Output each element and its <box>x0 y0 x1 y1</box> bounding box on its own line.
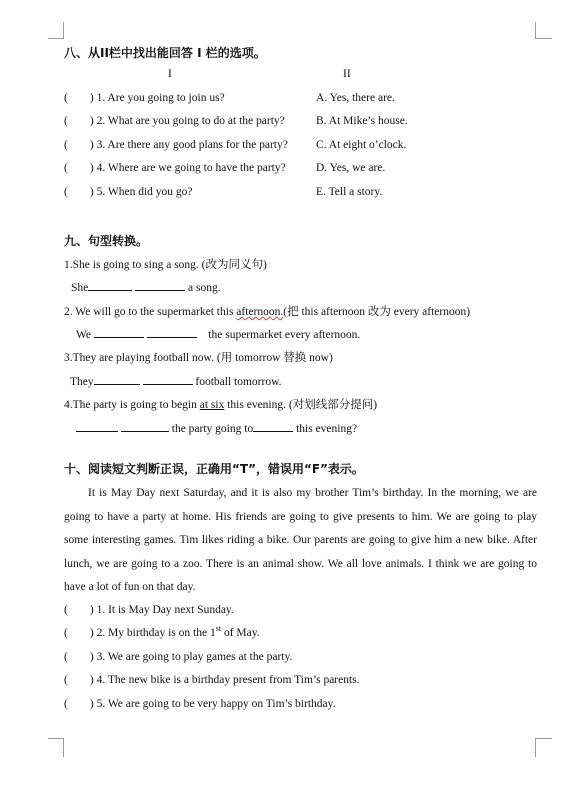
section9-title: 九、句型转换。 <box>64 234 149 248</box>
answer-bracket-open[interactable]: ( <box>64 674 68 686</box>
answer-bracket-close: ) <box>89 92 94 104</box>
crop-mark-bottom-left <box>48 738 64 757</box>
question-instruction: (把 this afternoon 改为 every afternoon) <box>283 306 471 318</box>
blank-field[interactable] <box>94 326 144 338</box>
blank-field[interactable] <box>88 279 132 291</box>
blank-field[interactable] <box>135 279 185 291</box>
section8-title: 八、从II栏中找出能回答 I 栏的选项。 <box>64 46 266 60</box>
ordinal-superscript: st <box>215 624 222 634</box>
list-item <box>64 698 336 710</box>
question-instruction: this evening. (对划线部分提问) <box>224 399 378 411</box>
answer-bracket-open[interactable]: ( <box>64 627 68 639</box>
list-item <box>64 92 225 104</box>
list-item <box>64 162 286 174</box>
question-1: 1.She is going to sing a song. (改为同义句) <box>64 259 267 271</box>
question-text: 2. We will go to the supermarket this <box>64 306 237 318</box>
answer-option: B. At Mike’s house. <box>316 115 408 127</box>
crop-mark-top-right <box>535 22 552 39</box>
answer-middle: the party going to <box>171 423 254 435</box>
answer-bracket-open[interactable]: ( <box>64 139 68 151</box>
question-text: 4.The party is going to begin <box>64 399 200 411</box>
question-3: 3.They are playing football now. (用 tomorrow 替换 now) <box>64 352 333 364</box>
blank-field[interactable] <box>76 420 118 432</box>
answer-bracket-close: ) <box>89 604 94 616</box>
answer-prefix: We <box>76 329 92 341</box>
answer-prefix: She <box>71 282 89 294</box>
crop-mark-bottom-right <box>535 738 552 757</box>
answer-bracket-close: ) <box>89 115 94 127</box>
answer-bracket-open[interactable]: ( <box>64 115 68 127</box>
question-text: 3. Are there any good plans for the party? <box>96 139 288 151</box>
blank-field[interactable] <box>94 373 140 385</box>
answer-bracket-close: ) <box>89 186 94 198</box>
answer-bracket-close: ) <box>89 162 94 174</box>
blank-field[interactable] <box>253 420 293 432</box>
answer-bracket-open[interactable]: ( <box>64 604 68 616</box>
statement-text-end: of May. <box>221 627 260 639</box>
list-item <box>64 674 360 686</box>
list-item <box>64 186 193 198</box>
statement-text: 3. We are going to play games at the party. <box>96 651 293 663</box>
answer-prefix: They <box>70 376 94 388</box>
answer-bracket-close: ) <box>89 674 94 686</box>
answer-suffix: a song. <box>188 282 221 294</box>
column-header-1: I <box>168 68 172 80</box>
answer-bracket-close: ) <box>89 651 94 663</box>
reading-passage: It is May Day next Saturday, and it is also my brother Tim’s birthday. In the morning, we are going to have a party at home. His friends are going to give presents to him. We are going to play some interesting games. Tim likes riding a bike. Our parents are going to give him a new bike. After lunch, we are going to a zoo. There is an animal show. We all love animals. I think we are going to have a lot of fun on that day. <box>64 487 537 593</box>
answer-option: A. Yes, there are. <box>316 92 395 104</box>
answer-bracket-open[interactable]: ( <box>64 92 68 104</box>
answer-bracket-open[interactable]: ( <box>64 651 68 663</box>
section10-title: 十、阅读短文判断正误，正确用“T”，错误用“F”表示。 <box>64 462 364 476</box>
answer-suffix: football tomorrow. <box>195 376 282 388</box>
question-4 <box>64 396 377 412</box>
answer-bracket-open[interactable]: ( <box>64 162 68 174</box>
answer-bracket-close: ) <box>89 139 94 151</box>
answer-line-3 <box>70 373 282 388</box>
list-item <box>64 651 292 663</box>
spell-check-word: afternoon. <box>236 306 284 318</box>
list-item <box>64 624 260 639</box>
answer-bracket-close: ) <box>89 698 94 710</box>
statement-text: 5. We are going to be very happy on Tim’s birthday. <box>96 698 336 710</box>
answer-line-2 <box>76 326 360 341</box>
answer-option: D. Yes, we are. <box>316 162 386 174</box>
statement-text: 2. My birthday is on the 1 <box>96 627 216 639</box>
question-text: 2. What are you going to do at the party? <box>96 115 285 127</box>
column-header-2: II <box>343 68 351 80</box>
list-item <box>64 604 234 616</box>
list-item <box>64 139 288 151</box>
answer-bracket-open[interactable]: ( <box>64 698 68 710</box>
question-text: 5. When did you go? <box>96 186 193 198</box>
statement-text: 4. The new bike is a birthday present from Tim’s parents. <box>96 674 360 686</box>
answer-suffix: this evening? <box>296 423 358 435</box>
answer-option: C. At eight o’clock. <box>316 139 407 151</box>
answer-bracket-open[interactable]: ( <box>64 186 68 198</box>
blank-field[interactable] <box>143 373 193 385</box>
answer-line-1 <box>71 279 221 294</box>
blank-field[interactable] <box>147 326 197 338</box>
question-text: 4. Where are we going to have the party? <box>96 162 286 174</box>
answer-bracket-close: ) <box>89 627 94 639</box>
statement-text: 1. It is May Day next Sunday. <box>96 604 234 616</box>
question-2 <box>64 303 470 319</box>
answer-line-4 <box>76 420 357 435</box>
blank-field[interactable] <box>121 420 169 432</box>
underlined-phrase: at six <box>199 399 225 411</box>
question-text: 1. Are you going to join us? <box>96 92 225 104</box>
crop-mark-top-left <box>48 22 64 39</box>
list-item <box>64 115 285 127</box>
answer-suffix: the supermarket every afternoon. <box>208 329 361 341</box>
answer-option: E. Tell a story. <box>316 186 383 198</box>
